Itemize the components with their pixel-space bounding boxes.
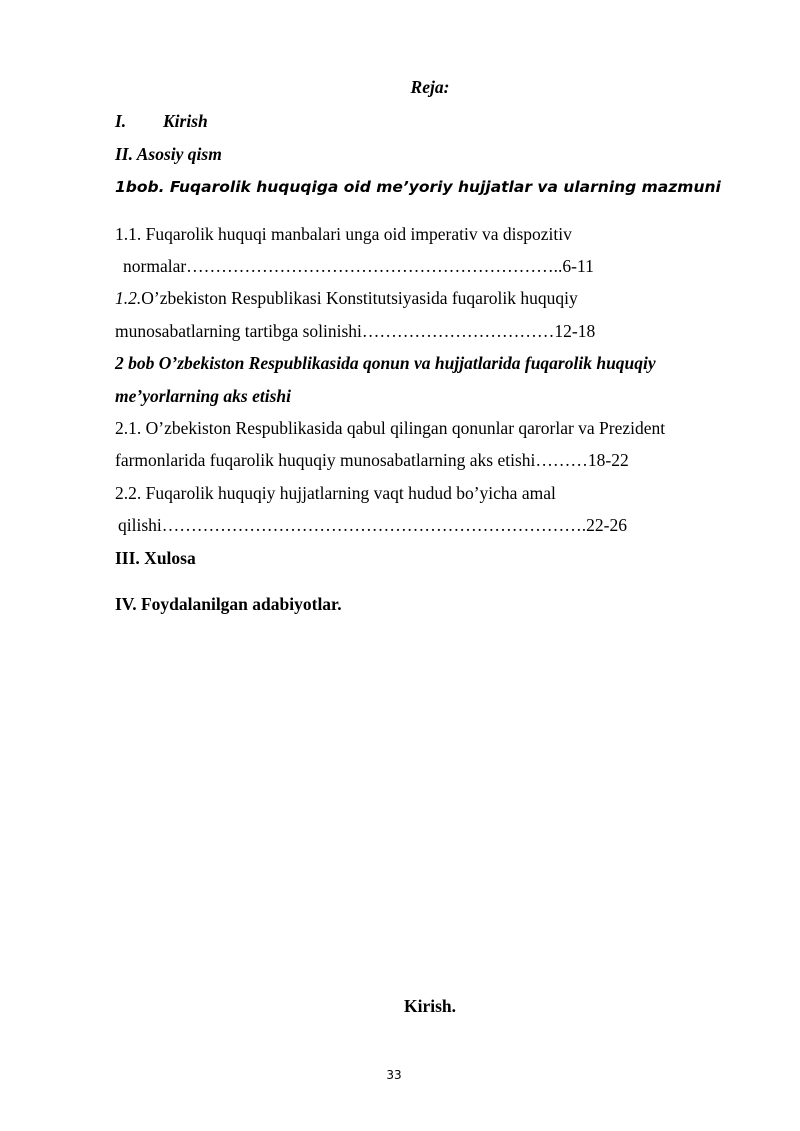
toc-intro-number: I. [115, 111, 127, 131]
page-number: 33 [386, 1068, 402, 1082]
toc-item-2-2-line2: qilishi……………………………………………………………….22-26 [118, 515, 627, 535]
toc-references: IV. Foydalanilgan adabiyotlar. [115, 594, 342, 614]
toc-item-2-1-line1: 2.1. O’zbekiston Respublikasida qabul qilingan qonunlar qarorlar va Prezident [115, 418, 666, 438]
toc-item-1-2-number: 1.2. [115, 288, 142, 308]
toc-chapter-2-line2: me’yorlarning aks etishi [115, 386, 291, 406]
toc-item-1-1-line1: 1.1. Fuqarolik huquqi manbalari unga oid imperativ va dispozitiv [115, 224, 572, 244]
plan-heading: Reja: [410, 77, 450, 97]
toc-item-1-2-line1 [115, 287, 578, 309]
toc-chapter-1: 1bob. Fuqarolik huquqiga oid me’yoriy hujjatlar va ularning mazmuni [115, 178, 721, 196]
toc-item-2-1-line2: farmonlarida fuqarolik huquqiy munosabatlarning aks etishi………18-22 [115, 450, 629, 470]
section-heading-kirish: Kirish. [403, 996, 457, 1016]
toc-item-1-2-line2: munosabatlarning tartibga solinishi……………………………12-18 [115, 321, 596, 341]
toc-item-2-2-line1: 2.2. Fuqarolik huquqiy hujjatlarning vaqt hudud bo’yicha amal [115, 483, 556, 503]
toc-chapter-2-line1: 2 bob O’zbekiston Respublikasida qonun va hujjatlarida fuqarolik huquqiy [115, 353, 656, 373]
toc-item-1-2-title: O’zbekiston Respublikasi Konstitutsiyasida fuqarolik huquqiy [141, 288, 578, 308]
toc-intro-label: Kirish [163, 111, 208, 131]
toc-item-1-1-line2: normalar………………………………………………………..6-11 [123, 256, 594, 276]
toc-conclusion: III. Xulosa [115, 548, 196, 568]
toc-main-part: II. Asosiy qism [115, 144, 222, 164]
